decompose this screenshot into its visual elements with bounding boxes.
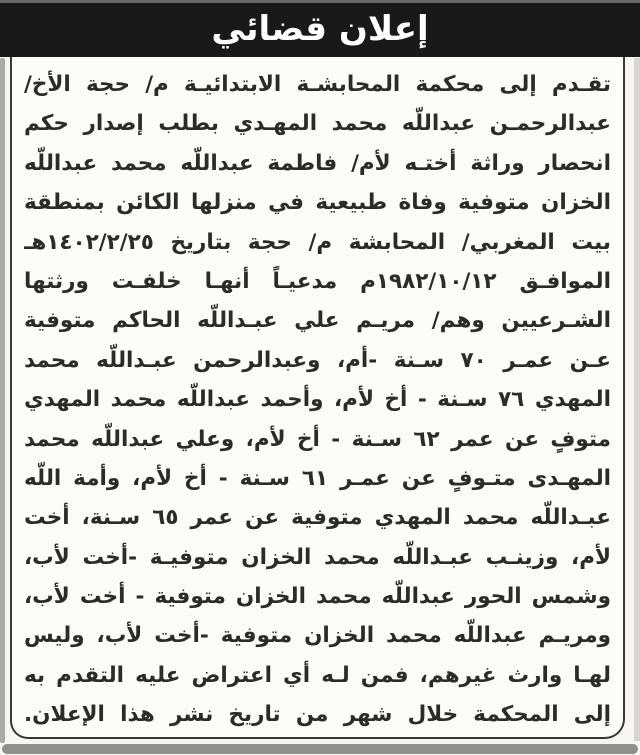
notice-line: تقـدم إلى محكمة المحابشـة الابتدائيـة م/ حجة الأخ/ (24, 72, 611, 97)
notice-header (0, 3, 640, 57)
notice-line: المهـدى متـوفٍ عن عمـر ٦١ سـنة - أخ لأم، وأمة اللّه (24, 465, 611, 491)
notice-line: الموافـق ١٩٨٢/١٠/١٢م مدعيـاً أنهـا خلفـت ورثتها (24, 268, 611, 294)
scan-left-edge (0, 58, 5, 743)
notice-line: ومريـم عبداللّه محمد الخزان متوفية -أخت لأب، وليس (24, 623, 611, 649)
notice-line: عبـداللّه محمد المهدي متوفية عن عمر ٦٥ سـنة، أخت (24, 505, 611, 531)
notice-line: إلى المحكمة خلال شهر من تاريخ نشر هذا الإعلان. (24, 702, 611, 728)
scan-right-edge (634, 58, 640, 741)
notice-line: متوفٍ عن عمر ٦٢ سـنة - أخ لأم، وعلي عبداللّه محمد (24, 426, 611, 452)
notice-line: لهـا وارث غيرهم، فمن لـه أي اعتراض عليه التقدم به (24, 662, 611, 688)
notice-line: الشـرعيين وهم/ مريـم علي عبـداللّه الحاكم متوفية (24, 308, 611, 334)
notice-body (10, 57, 625, 739)
scan-bottom-shadow (2, 744, 638, 754)
notice-line: بيت المغربي/ المحابشة م/ حجة بتاريخ ١٤٠٢/٢/٢٥هـ (24, 229, 611, 255)
notice-line: انحصار وراثة أختـه لأم/ فاطمة عبداللّه محمد عبداللّه (24, 150, 611, 176)
notice-line: الخزان متوفية وفاة طبيعية في منزلها الكائن بمنطقة (24, 190, 611, 216)
notice-line: عـن عمـر ٧٠ سـنة -أم، وعبدالرحمن عبـداللّه محمد (24, 347, 611, 373)
notice-title: إعلان قضائي (211, 9, 429, 49)
notice-line: عبدالرحمـن عبداللّه محمد المهـدي بطلب إصدار حكم (24, 111, 611, 137)
notice-line: لأم، وزينـب عبـداللّه محمد الخزان متوفيـة -أخت لأب، (24, 544, 611, 570)
notice-line: المهدي ٧٦ سـنة - أخ لأم، وأحمد عبداللّه محمد المهدي (24, 387, 611, 413)
notice-line: وشمس الحور عبداللّه محمد الخزان متوفية - أخت لأب، (24, 584, 611, 610)
